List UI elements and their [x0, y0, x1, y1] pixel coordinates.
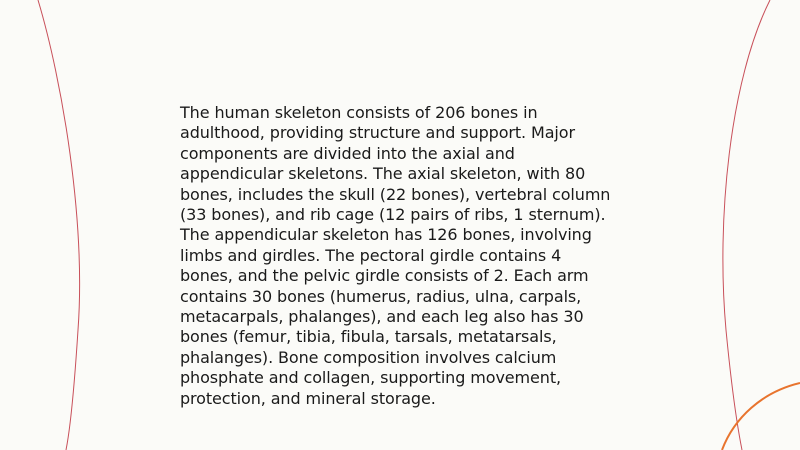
right-curve-line — [723, 0, 770, 450]
body-paragraph: The human skeleton consists of 206 bones in adulthood, providing structure and support. Major components are divided into the axial and appendicular skeletons. The axial skeleton, with 80 bones, includes the skull (22 bones), vertebral column (33 bones), and rib cage (12 pairs of ribs, 1 sternum). The appendicular skeleton has 126 bones, involving limbs and girdles. The pectoral girdle contains 4 bones, and the pelvic girdle consists of 2. Each arm contains 30 bones (humerus, radius, ulna, carpals, metacarpals, phalanges), and each leg also has 30 bones (femur, tibia, fibula, tarsals, metatarsals, phalanges). Bone composition involves calcium phosphate and collagen, supporting movement, protection, and mineral storage. — [180, 103, 611, 408]
left-curve-line — [38, 0, 80, 450]
bottom-right-accent-arc — [722, 383, 800, 450]
